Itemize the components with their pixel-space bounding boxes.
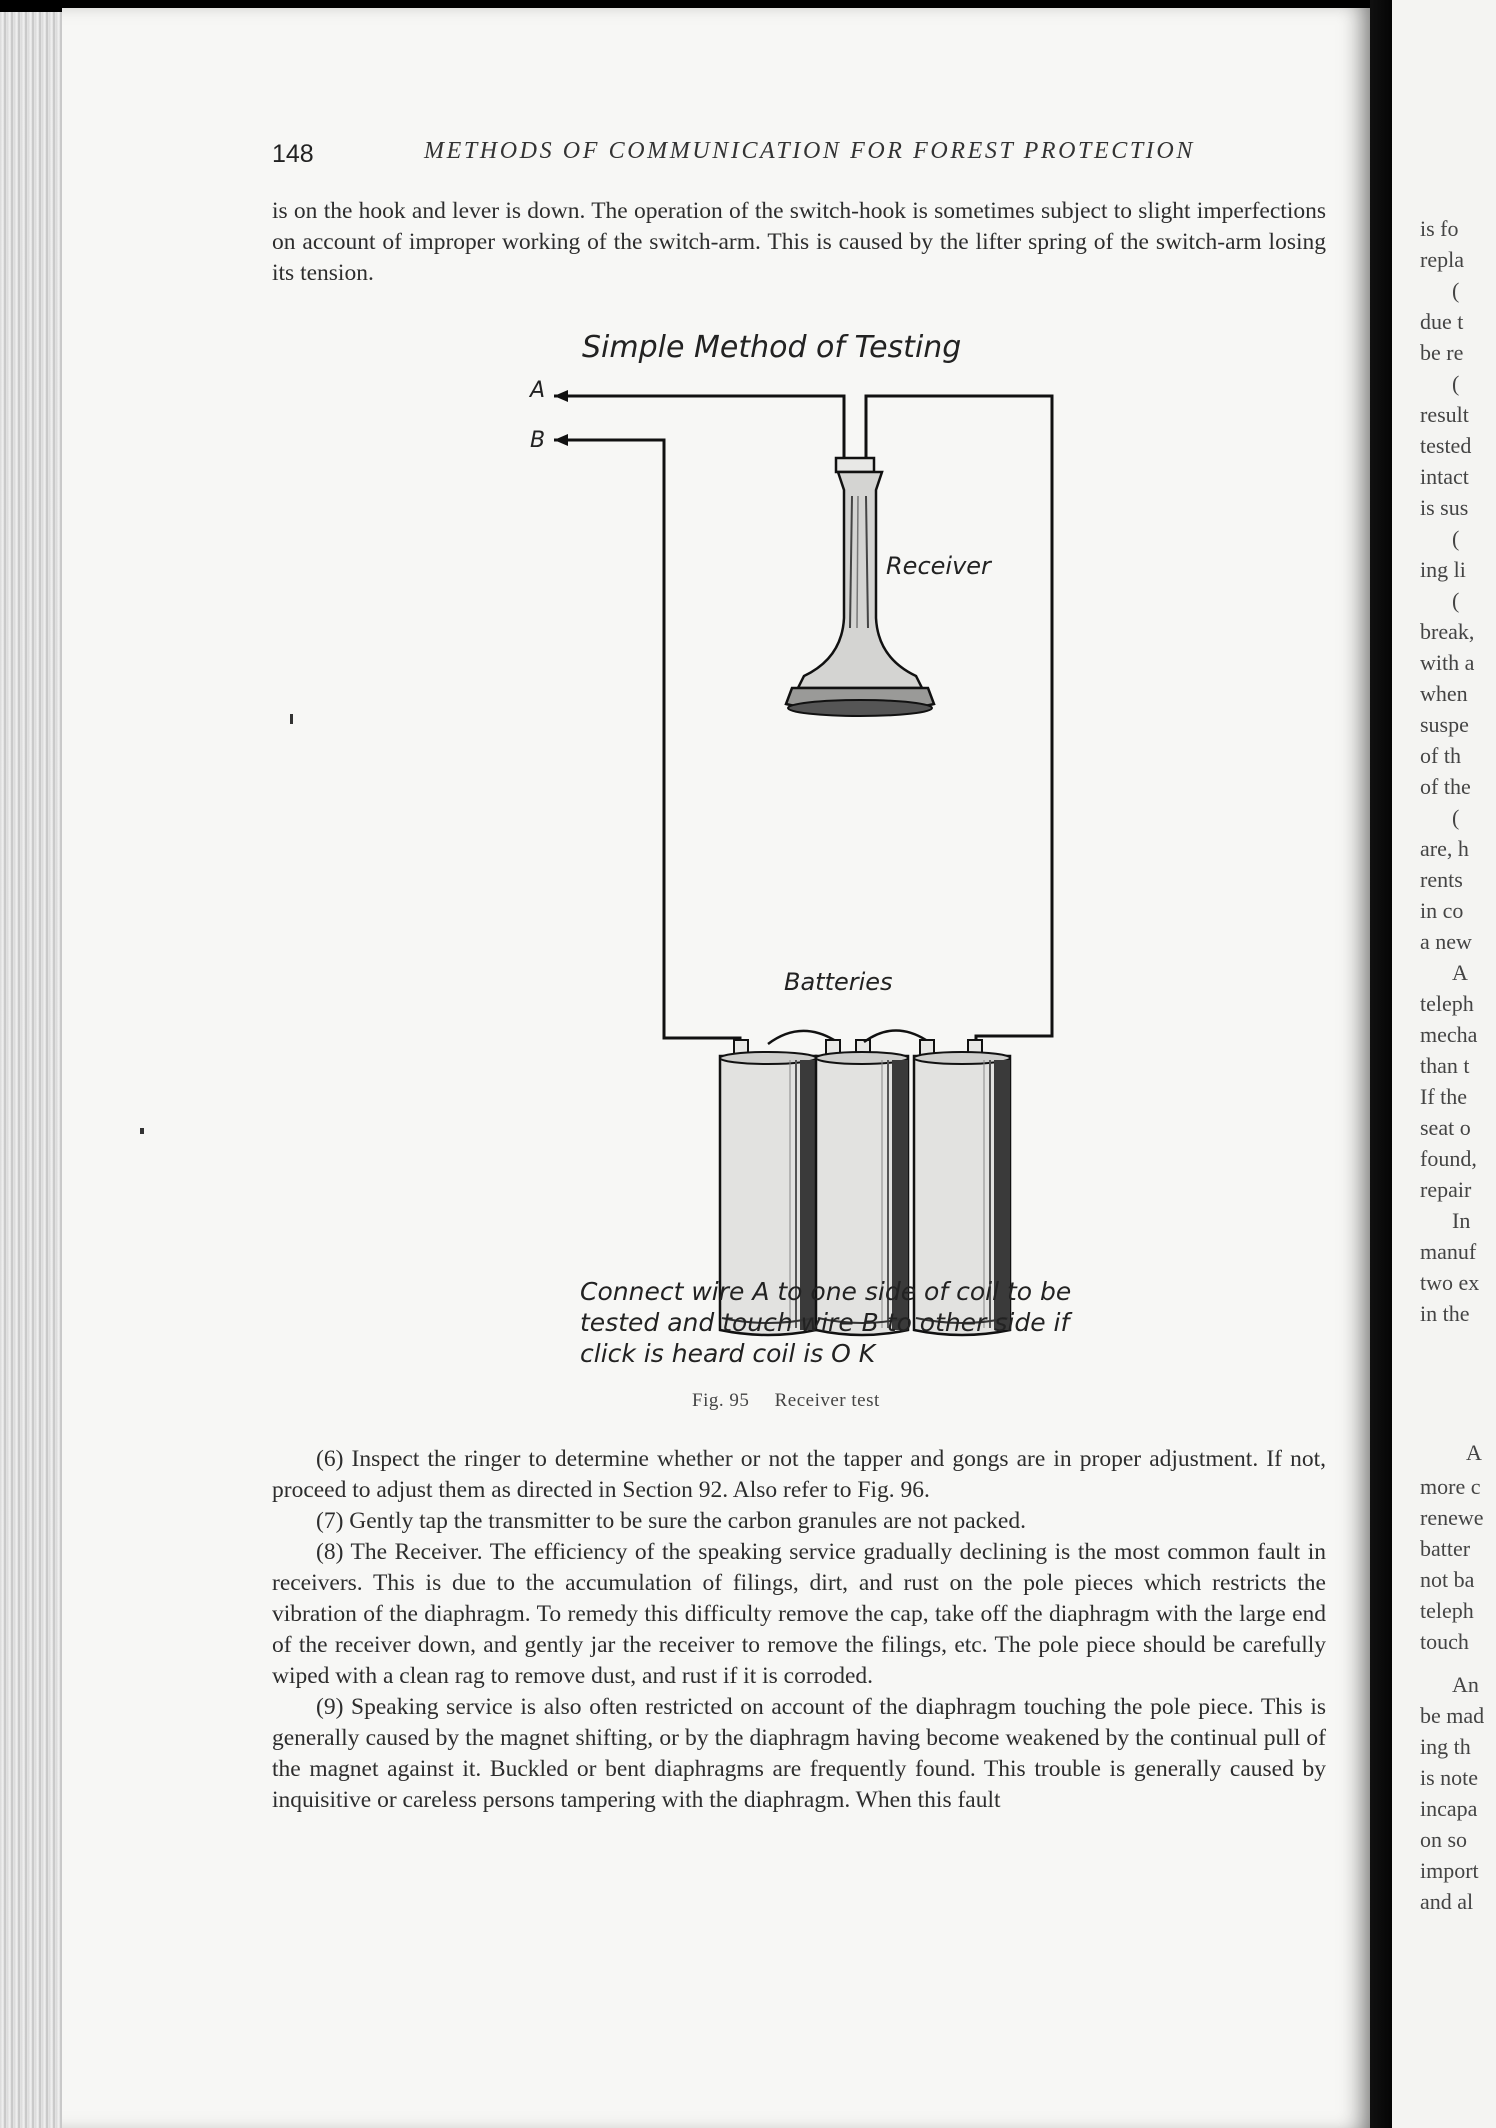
facing-line: intact [1420,464,1469,489]
batteries-label: Batteries [784,968,893,996]
facing-line: ( [1452,588,1460,613]
running-title: METHODS OF COMMUNICATION FOR FOREST PROTECTION [424,138,1195,164]
facing-line: A [1466,1440,1482,1465]
facing-line: break, [1420,619,1475,644]
facing-line: mecha [1420,1022,1478,1047]
stray-mark [290,714,293,724]
figure-title: Simple Method of Testing [582,330,962,365]
receiver-return-wire [866,396,1052,1050]
facing-line: ing th [1420,1734,1471,1759]
facing-line: incapa [1420,1796,1478,1821]
battery-jumper-wire [864,1030,926,1042]
facing-line: renewe [1420,1505,1484,1530]
wire-b [554,440,740,1050]
facing-line: teleph [1420,991,1474,1016]
facing-line: found, [1420,1146,1477,1171]
facing-line: ( [1452,526,1460,551]
running-head [272,138,1332,178]
arrow-head-a [554,390,568,402]
facing-line: ( [1452,278,1460,303]
top-paragraph-block [272,196,1326,289]
facing-line: in co [1420,898,1464,923]
facing-line: a new [1420,929,1472,954]
facing-line: repla [1420,247,1464,272]
facing-line: ing li [1420,557,1466,582]
receiver-label: Receiver [886,552,991,580]
page-number: 148 [272,140,314,168]
facing-line: than t [1420,1053,1470,1078]
facing-line: with a [1420,650,1475,675]
facing-line: and al [1420,1889,1474,1914]
facing-line: ( [1452,805,1460,830]
circuit-diagram [500,328,1080,1418]
facing-line: on so [1420,1827,1468,1852]
facing-line: are, h [1420,836,1469,861]
facing-line: of th [1420,743,1461,768]
facing-line: ( [1452,371,1460,396]
facing-line: import [1420,1858,1479,1883]
paragraph: (7) Gently tap the transmitter to be sure the carbon granules are not packed. [316,1508,1026,1534]
facing-line: more c [1420,1474,1481,1499]
battery-jumper-wire [768,1031,834,1044]
page-stack-edge [0,12,70,2128]
facing-line: A [1452,960,1468,985]
test-instruction: Connect wire A to one side of coil to be tested and touch wire B to other side if click is heard coil is O K [580,1277,1072,1368]
book-gutter [1370,0,1392,2128]
facing-line: In [1452,1208,1471,1233]
facing-line: If the [1420,1084,1468,1109]
facing-line: result [1420,402,1469,427]
facing-page [1392,0,1496,2128]
facing-line: rents [1420,867,1463,892]
wire-a-label: A [530,378,546,403]
facing-line: is note [1420,1765,1479,1790]
facing-line: suspe [1420,712,1469,737]
lower-paragraphs [272,1444,1326,1816]
facing-line: touch [1420,1629,1469,1654]
facing-line: An [1452,1672,1479,1697]
paragraph: (6) Inspect the ringer to determine whether or not the tapper and gongs are in proper adjustment. If not, proceed to adjust them as directed in Section 92. Also refer to Fig. 96. [272,1446,1326,1503]
paragraph: (9) Speaking service is also often restricted on account of the diaphragm touching the pole piece. This is generally caused by the magnet shifting, or by the diaphragm having become weakened by the continual pull of the magnet against it. Buckled or bent diaphragms are frequently found. This trouble is generally caused by inquisitive or careless persons tampering with the diaphragm. When this fault [272,1694,1326,1813]
facing-line: not ba [1420,1567,1475,1592]
facing-line: in the [1420,1301,1470,1326]
facing-line: is sus [1420,495,1469,520]
facing-line: due t [1420,309,1464,334]
caption-text: Receiver test [774,1390,880,1411]
facing-line: be re [1420,340,1464,365]
facing-line: manuf [1420,1239,1477,1264]
facing-line: is fo [1420,216,1459,241]
facing-line: batter [1420,1536,1471,1561]
figure-caption [692,1390,900,1412]
arrow-head-b [554,434,568,446]
receiver-test-figure [500,328,1080,1418]
stray-mark [140,1128,144,1134]
facing-line: seat o [1420,1115,1471,1140]
facing-line: tested [1420,433,1472,458]
wire-a [554,396,844,464]
facing-line: of the [1420,774,1471,799]
facing-line: when [1420,681,1468,706]
receiver-drawing [786,458,934,716]
facing-line: be mad [1420,1703,1485,1728]
facing-line: repair [1420,1177,1472,1202]
facing-line: teleph [1420,1598,1474,1623]
caption-number: Fig. 95 [692,1390,750,1411]
wire-b-label: B [530,428,546,453]
paragraph: (8) The Receiver. The efficiency of the speaking service gradually declining is the most common fault in receivers. This is due to the accumulation of filings, dirt, and rust on the pole pieces which restricts the vibration of the diaphragm. To remedy this difficulty remove the cap, take off the diaphragm with the large end of the receiver down, and gently jar the receiver to remove the filings, etc. The pole piece should be carefully wiped with a clean rag to remove dust, and rust if it is corroded. [272,1539,1326,1689]
facing-line: two ex [1420,1270,1480,1295]
top-paragraph: is on the hook and lever is down. The operation of the switch-hook is sometimes subject to slight imperfections on account of improper working of the switch-arm. This is caused by the lifter spring of the switch-arm losing its tension. [272,198,1326,286]
